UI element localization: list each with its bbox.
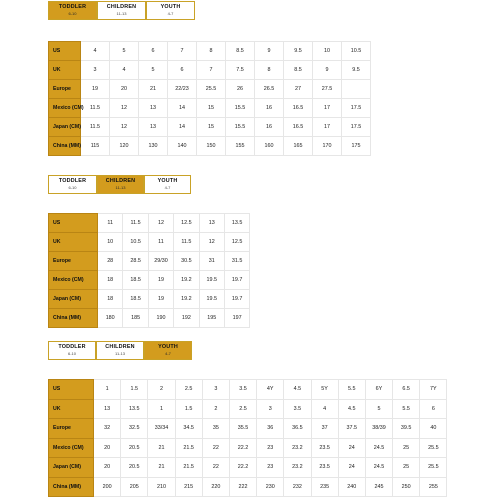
tab-size-range: 6-10 — [68, 10, 77, 16]
size-cell: 240 — [338, 477, 365, 497]
size-cell: 22 — [202, 458, 229, 478]
size-cell: 195 — [199, 309, 224, 328]
size-cell: 19.2 — [174, 271, 199, 290]
size-cell: 37 — [311, 419, 338, 439]
size-cell: 39.5 — [393, 419, 420, 439]
size-cell: 6Y — [365, 380, 392, 400]
size-cell: 28 — [98, 252, 123, 271]
size-cell: 32.5 — [121, 419, 148, 439]
size-cell: 32 — [94, 419, 121, 439]
size-cell: 170 — [313, 137, 342, 156]
size-cell: 4 — [81, 42, 110, 61]
size-cell: 30.5 — [174, 252, 199, 271]
size-cell: 10.5 — [123, 233, 148, 252]
size-cell: 5 — [110, 42, 139, 61]
size-cell: 4.5 — [284, 380, 311, 400]
size-cell: 31 — [199, 252, 224, 271]
tab-children[interactable] — [97, 175, 144, 194]
tab-label: CHILDREN — [105, 344, 135, 351]
size-cell: 4Y — [257, 380, 284, 400]
size-cell: 25 — [393, 458, 420, 478]
size-cell: 38/39 — [365, 419, 392, 439]
size-cell: 16 — [255, 118, 284, 137]
size-cell: 22/23 — [168, 80, 197, 99]
size-cell: 35.5 — [229, 419, 256, 439]
size-cell: 11 — [98, 214, 123, 233]
row-header: Mexico (CM) — [49, 99, 81, 118]
size-cell: 12 — [110, 99, 139, 118]
size-cell: 22.2 — [229, 438, 256, 458]
table-row-mexico-cm — [49, 438, 447, 458]
size-cell: 19.5 — [199, 290, 224, 309]
size-cell: 28.5 — [123, 252, 148, 271]
size-cell: 7Y — [420, 380, 447, 400]
size-cell: 25.5 — [420, 458, 447, 478]
size-cell: 3 — [202, 380, 229, 400]
size-cell: 20 — [94, 458, 121, 478]
size-cell: 160 — [255, 137, 284, 156]
size-cell: 197 — [224, 309, 249, 328]
tab-youth[interactable] — [144, 341, 192, 360]
table-row-japan-cm — [49, 118, 371, 137]
size-cell: 23.5 — [311, 438, 338, 458]
tab-size-range: 4-7 — [165, 350, 171, 356]
size-cell: 13.5 — [121, 399, 148, 419]
size-cell: 19.7 — [224, 271, 249, 290]
tab-label: YOUTH — [160, 4, 181, 11]
size-cell: 3.5 — [284, 399, 311, 419]
table-row-japan-cm — [49, 458, 447, 478]
row-header: Mexico (CM) — [49, 438, 94, 458]
tab-toddler[interactable] — [48, 1, 97, 20]
row-header: China (MM) — [49, 137, 81, 156]
size-cell: 3 — [257, 399, 284, 419]
size-cell: 23 — [257, 458, 284, 478]
size-cell: 22 — [202, 438, 229, 458]
size-cell: 24.5 — [365, 458, 392, 478]
size-cell: 130 — [139, 137, 168, 156]
size-cell: 9.5 — [342, 61, 371, 80]
size-cell: 200 — [94, 477, 121, 497]
size-cell: 10.5 — [342, 42, 371, 61]
row-header: Mexico (CM) — [49, 271, 98, 290]
size-cell: 12 — [110, 118, 139, 137]
size-cell: 19 — [81, 80, 110, 99]
size-cell: 215 — [175, 477, 202, 497]
size-cell: 27 — [284, 80, 313, 99]
size-cell: 25.5 — [420, 438, 447, 458]
size-cell: 17 — [313, 118, 342, 137]
row-header: UK — [49, 61, 81, 80]
size-cell: 31.5 — [224, 252, 249, 271]
tab-youth[interactable] — [146, 1, 195, 20]
size-cell: 8.5 — [226, 42, 255, 61]
size-cell: 190 — [148, 309, 173, 328]
size-cell: 3 — [81, 61, 110, 80]
size-cell: 21 — [148, 438, 175, 458]
tab-size-range: 4-7 — [167, 10, 174, 16]
size-cell: 165 — [284, 137, 313, 156]
size-cell: 16 — [255, 99, 284, 118]
size-cell: 150 — [197, 137, 226, 156]
size-cell: 17.5 — [342, 118, 371, 137]
size-cell: 25.5 — [197, 80, 226, 99]
size-cell: 24 — [338, 458, 365, 478]
size-cell: 5 — [365, 399, 392, 419]
size-cell: 6 — [168, 61, 197, 80]
size-cell: 155 — [226, 137, 255, 156]
size-cell: 7 — [168, 42, 197, 61]
tab-children[interactable] — [96, 341, 144, 360]
size-cell: 27.5 — [313, 80, 342, 99]
size-cell: 13.5 — [224, 214, 249, 233]
row-header: Japan (CM) — [49, 458, 94, 478]
size-cell: 10 — [98, 233, 123, 252]
table-row-europe — [49, 252, 250, 271]
table-row-mexico-cm — [49, 99, 371, 118]
size-cell: 11.5 — [81, 118, 110, 137]
tab-label: YOUTH — [157, 178, 178, 185]
tab-label: TODDLER — [58, 178, 87, 185]
size-cell: 15 — [197, 118, 226, 137]
size-cell: 35 — [202, 419, 229, 439]
row-header: Japan (CM) — [49, 290, 98, 309]
size-cell: 18 — [98, 290, 123, 309]
size-cell: 14 — [168, 118, 197, 137]
size-cell: 21 — [139, 80, 168, 99]
size-cell: 13 — [94, 399, 121, 419]
size-table-toddler — [48, 41, 371, 156]
tab-label: TODDLER — [58, 344, 86, 351]
tab-size-range: 11-13 — [115, 184, 126, 190]
size-table-children — [48, 213, 250, 328]
size-cell: 21 — [148, 458, 175, 478]
size-cell: 19 — [148, 290, 173, 309]
size-cell: 19.7 — [224, 290, 249, 309]
tab-size-range: 4-7 — [164, 184, 171, 190]
row-header: Japan (CM) — [49, 118, 81, 137]
size-cell: 11.5 — [81, 99, 110, 118]
tab-label: CHILDREN — [105, 178, 136, 185]
size-cell: 15.5 — [226, 118, 255, 137]
size-cell: 12.5 — [224, 233, 249, 252]
size-cell: 36 — [257, 419, 284, 439]
size-cell: 1 — [94, 380, 121, 400]
table-row-us — [49, 42, 371, 61]
size-cell: 4 — [311, 399, 338, 419]
size-cell: 2 — [202, 399, 229, 419]
size-cell: 6 — [139, 42, 168, 61]
size-cell: 12 — [148, 214, 173, 233]
size-cell: 115 — [81, 137, 110, 156]
tab-size-range: 11-13 — [116, 10, 127, 16]
size-cell: 5.5 — [393, 399, 420, 419]
size-cell: 235 — [311, 477, 338, 497]
size-cell: 14 — [168, 99, 197, 118]
size-cell: 205 — [121, 477, 148, 497]
size-cell: 23.2 — [284, 438, 311, 458]
size-cell: 245 — [365, 477, 392, 497]
row-header: US — [49, 214, 98, 233]
size-cell: 23.2 — [284, 458, 311, 478]
row-header: US — [49, 380, 94, 400]
tab-label: CHILDREN — [106, 4, 137, 11]
size-cell: 15 — [197, 99, 226, 118]
size-cell: 19 — [148, 271, 173, 290]
size-cell: 2.5 — [229, 399, 256, 419]
size-cell: 17.5 — [342, 99, 371, 118]
table-row-china-mm — [49, 477, 447, 497]
size-cell: 7 — [197, 61, 226, 80]
size-cell: 16.5 — [284, 118, 313, 137]
size-cell: 20.5 — [121, 458, 148, 478]
size-cell — [342, 80, 371, 99]
tab-size-range: 6-10 — [67, 350, 76, 356]
row-header: US — [49, 42, 81, 61]
size-cell: 20.5 — [121, 438, 148, 458]
size-cell: 33/34 — [148, 419, 175, 439]
size-cell: 22.2 — [229, 458, 256, 478]
size-cell: 24.5 — [365, 438, 392, 458]
size-cell: 34.5 — [175, 419, 202, 439]
size-cell: 21.5 — [175, 438, 202, 458]
row-header: Europe — [49, 419, 94, 439]
size-cell: 3.5 — [229, 380, 256, 400]
size-cell: 26.5 — [255, 80, 284, 99]
tab-toddler[interactable] — [48, 341, 96, 360]
row-header: Europe — [49, 80, 81, 99]
table-row-uk — [49, 61, 371, 80]
size-cell: 1.5 — [175, 399, 202, 419]
size-cell: 5.5 — [338, 380, 365, 400]
size-cell: 4.5 — [338, 399, 365, 419]
size-cell: 6 — [420, 399, 447, 419]
size-cell: 24 — [338, 438, 365, 458]
table-row-europe — [49, 80, 371, 99]
size-cell: 12 — [199, 233, 224, 252]
size-cell: 11.5 — [174, 233, 199, 252]
size-cell: 25 — [393, 438, 420, 458]
tab-label: TODDLER — [58, 4, 87, 11]
size-cell: 8.5 — [284, 61, 313, 80]
size-cell: 15.5 — [226, 99, 255, 118]
size-cell: 8 — [255, 61, 284, 80]
size-cell: 5Y — [311, 380, 338, 400]
size-cell: 18 — [98, 271, 123, 290]
tab-label: YOUTH — [158, 344, 178, 351]
table-row-europe — [49, 419, 447, 439]
tab-toddler[interactable] — [48, 175, 97, 194]
size-cell: 23 — [257, 438, 284, 458]
size-cell: 6.5 — [393, 380, 420, 400]
size-cell: 16.5 — [284, 99, 313, 118]
size-cell: 180 — [98, 309, 123, 328]
size-cell: 12.5 — [174, 214, 199, 233]
size-cell: 140 — [168, 137, 197, 156]
table-row-mexico-cm — [49, 271, 250, 290]
size-cell: 1 — [148, 399, 175, 419]
tab-size-range: 6-10 — [68, 184, 77, 190]
size-cell: 20 — [94, 438, 121, 458]
size-cell: 29/30 — [148, 252, 173, 271]
size-cell: 120 — [110, 137, 139, 156]
size-cell: 232 — [284, 477, 311, 497]
size-cell: 9 — [313, 61, 342, 80]
table-row-japan-cm — [49, 290, 250, 309]
size-cell: 36.5 — [284, 419, 311, 439]
size-cell: 1.5 — [121, 380, 148, 400]
size-cell: 19.5 — [199, 271, 224, 290]
row-header: China (MM) — [49, 477, 94, 497]
size-cell: 10 — [313, 42, 342, 61]
size-cell: 18.5 — [123, 290, 148, 309]
size-cell: 2.5 — [175, 380, 202, 400]
table-row-us — [49, 214, 250, 233]
size-cell: 250 — [393, 477, 420, 497]
size-cell: 4 — [110, 61, 139, 80]
table-row-uk — [49, 399, 447, 419]
size-cell: 222 — [229, 477, 256, 497]
size-cell: 13 — [199, 214, 224, 233]
size-cell: 175 — [342, 137, 371, 156]
table-row-china-mm — [49, 137, 371, 156]
size-cell: 11 — [148, 233, 173, 252]
size-tabs-youth-section — [48, 341, 192, 360]
size-cell: 23.5 — [311, 458, 338, 478]
size-cell: 21.5 — [175, 458, 202, 478]
size-cell: 7.5 — [226, 61, 255, 80]
row-header: UK — [49, 233, 98, 252]
size-cell: 9.5 — [284, 42, 313, 61]
size-cell: 17 — [313, 99, 342, 118]
size-tabs-toddler-section — [48, 1, 195, 20]
size-cell: 11.5 — [123, 214, 148, 233]
size-cell: 2 — [148, 380, 175, 400]
size-tabs-children-section — [48, 175, 191, 194]
size-cell: 5 — [139, 61, 168, 80]
size-cell: 40 — [420, 419, 447, 439]
row-header: Europe — [49, 252, 98, 271]
size-cell: 19.2 — [174, 290, 199, 309]
size-cell: 37.5 — [338, 419, 365, 439]
size-cell: 13 — [139, 118, 168, 137]
table-row-uk — [49, 233, 250, 252]
tab-children[interactable] — [97, 1, 146, 20]
table-row-us — [49, 380, 447, 400]
size-cell: 13 — [139, 99, 168, 118]
size-cell: 255 — [420, 477, 447, 497]
tab-youth[interactable] — [144, 175, 191, 194]
size-cell: 185 — [123, 309, 148, 328]
size-cell: 18.5 — [123, 271, 148, 290]
size-cell: 9 — [255, 42, 284, 61]
tab-size-range: 11-13 — [115, 350, 125, 356]
size-table-youth — [48, 379, 447, 497]
size-cell: 20 — [110, 80, 139, 99]
size-cell: 220 — [202, 477, 229, 497]
size-cell: 192 — [174, 309, 199, 328]
size-cell: 8 — [197, 42, 226, 61]
row-header: UK — [49, 399, 94, 419]
row-header: China (MM) — [49, 309, 98, 328]
size-cell: 230 — [257, 477, 284, 497]
size-cell: 210 — [148, 477, 175, 497]
table-row-china-mm — [49, 309, 250, 328]
size-cell: 26 — [226, 80, 255, 99]
